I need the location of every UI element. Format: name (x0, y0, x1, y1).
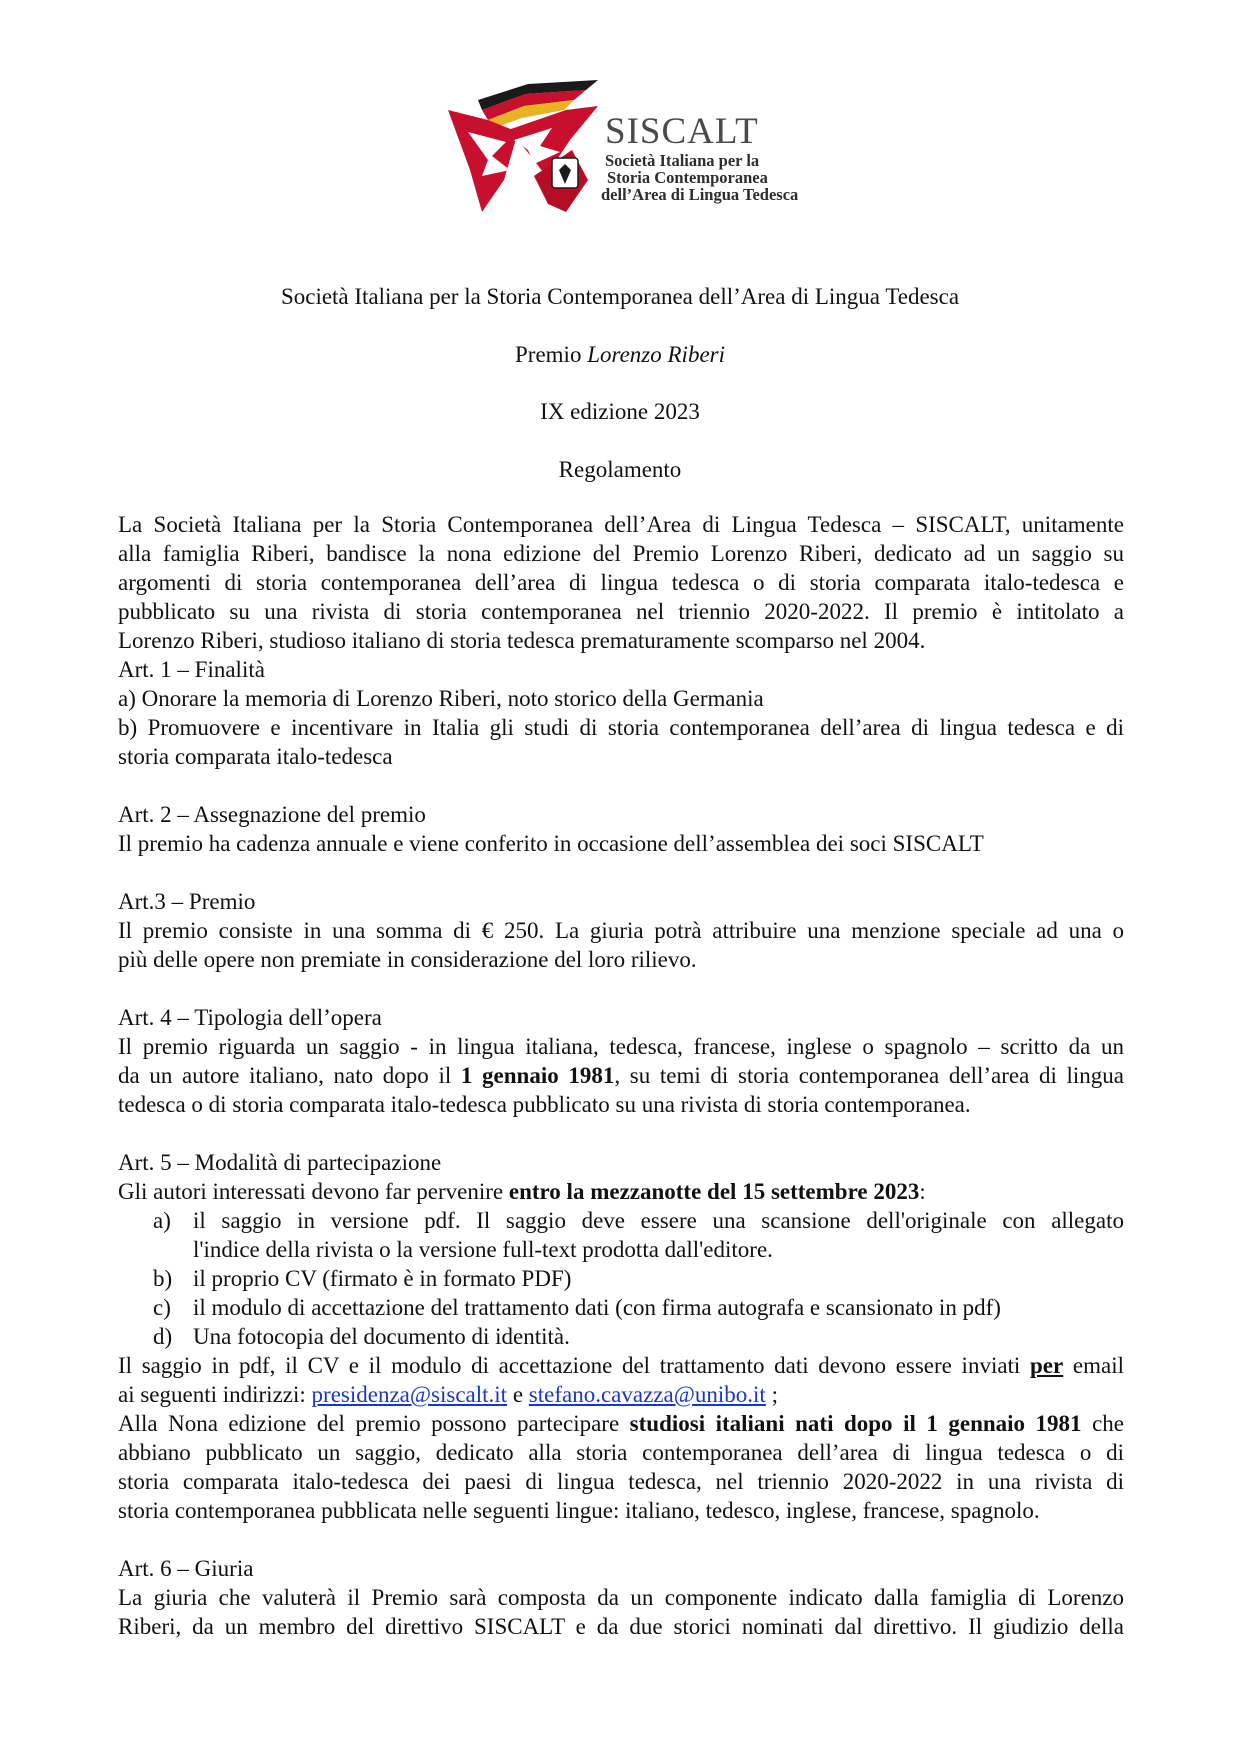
art2-section (118, 800, 1124, 858)
art5-send-line (118, 1351, 1124, 1380)
list-item-line1: Una fotocopia del documento di identità. (193, 1324, 570, 1349)
art5-eligibility-line4: storia contemporanea pubblicata nelle seguenti lingue: italiano, tedesco, inglese, francese, spagnolo. (118, 1498, 1040, 1523)
art4-line2-text: da un autore italiano, nato dopo il (118, 1063, 461, 1088)
intro-line: La Società Italiana per la Storia Contemporanea dell’Area di Lingua Tedesca – SISCALT, unitamente (118, 512, 1124, 537)
intro-line: Lorenzo Riberi, studioso italiano di storia tedesca prematuramente scomparso nel 2004. (118, 628, 926, 653)
prize-name: Lorenzo Riberi (587, 342, 725, 367)
art5-addresses-prefix: ai seguenti indirizzi: (118, 1382, 312, 1407)
art5-send-text-end: email (1063, 1353, 1124, 1378)
list-item (118, 1293, 1124, 1322)
art4-section (118, 1003, 1124, 1119)
art5-email-joiner: e (507, 1382, 529, 1407)
art6-section (118, 1554, 1124, 1641)
list-item-line1: il modulo di accettazione del trattamento dati (con firma autografa e scansionato in pdf) (193, 1295, 1001, 1320)
art1-title: Art. 1 – Finalità (118, 657, 265, 682)
art5-deadline-colon: : (919, 1179, 926, 1204)
art3-line1: Il premio consiste in una somma di € 250. La giuria potrà attribuire una menzione speciale ad una o (118, 918, 1124, 943)
art4-title: Art. 4 – Tipologia dell’opera (118, 1005, 382, 1030)
siscalt-emblem-icon (448, 80, 608, 220)
siscalt-logo (448, 80, 799, 220)
art5-send-bold: per (1030, 1353, 1064, 1378)
regulation-body (118, 510, 1124, 1641)
art3-title: Art.3 – Premio (118, 889, 256, 914)
art6-title: Art. 6 – Giuria (118, 1556, 254, 1581)
art1-item-b-line2: storia comparata italo-tedesca (118, 744, 393, 769)
art5-deadline-bold: entro la mezzanotte del 15 settembre 2023 (508, 1179, 920, 1204)
art5-title: Art. 5 – Modalità di partecipazione (118, 1150, 442, 1175)
art5-eligibility-line2: abbiano pubblicato un saggio, dedicato alla storia contemporanea dell’area di lingua tedesca o di (118, 1440, 1124, 1465)
intro-line: argomenti di storia contemporanea dell’area di lingua tedesca o di storia comparata italo-tedesca e (118, 570, 1124, 595)
list-item (118, 1206, 1124, 1264)
art1-item-a: a) Onorare la memoria di Lorenzo Riberi, noto storico della Germania (118, 686, 764, 711)
art2-text: Il premio ha cadenza annuale e viene conferito in occasione dell’assemblea dei soci SISCALT (118, 831, 984, 856)
list-marker: b) (153, 1266, 173, 1291)
art4-line1: Il premio riguarda un saggio - in lingua italiana, tedesca, francese, inglese o spagnolo – scritto da un (118, 1034, 1124, 1059)
prize-prefix: Premio (515, 342, 588, 367)
art4-line3: tedesca o di storia comparata italo-tedesca pubblicato su una rivista di storia contemporanea. (118, 1092, 971, 1117)
art5-send-text: Il saggio in pdf, il CV e il modulo di accettazione del trattamento dati devono essere inviati (118, 1353, 1030, 1378)
logo-subtitle-line-2: Storia Contemporanea (607, 168, 768, 187)
logo-subtitle-line-1: Società Italiana per la (605, 151, 760, 170)
art5-elig-text-end: che (1081, 1411, 1124, 1436)
list-item-line2: l'indice della rivista o la versione full-text prodotta dall'editore. (193, 1237, 773, 1262)
art5-addresses-suffix: ; (765, 1382, 778, 1407)
list-item (118, 1264, 1124, 1293)
art3-section (118, 887, 1124, 974)
intro-line: pubblicato su una rivista di storia contemporanea nel triennio 2020-2022. Il premio è intitolato a (118, 599, 1124, 624)
intro-line: alla famiglia Riberi, bandisce la nona edizione del Premio Lorenzo Riberi, dedicato ad un saggio su (118, 541, 1124, 566)
art6-line1: La giuria che valuterà il Premio sarà composta da un componente indicato dalla famiglia di Lorenzo (118, 1585, 1124, 1610)
logo-subtitle-line-3: dell’Area di Lingua Tedesca (601, 185, 799, 204)
edition-heading: IX edizione 2023 (540, 399, 700, 424)
list-marker: a) (153, 1208, 171, 1233)
art5-eligibility-line3: storia comparata italo-tedesca dei paesi di lingua tedesca, nel triennio 2020-2022 in una rivista di (118, 1469, 1124, 1494)
art5-deadline-text: Gli autori interessati devono far pervenire (118, 1179, 509, 1204)
art1-section (118, 655, 1124, 771)
email-link-cavazza[interactable]: stefano.cavazza@unibo.it (528, 1382, 766, 1407)
rules-heading: Regolamento (558, 457, 682, 482)
art5-eligibility-line1 (118, 1409, 1124, 1438)
list-marker: c) (153, 1295, 171, 1320)
society-heading: Società Italiana per la Storia Contemporanea dell’Area di Lingua Tedesca (280, 284, 960, 309)
art5-deadline (118, 1177, 1124, 1206)
list-item (118, 1322, 1124, 1351)
art3-line2: più delle opere non premiate in considerazione del loro rilievo. (118, 947, 697, 972)
art5-elig-bold: studiosi italiani nati dopo il 1 gennaio 1981 (629, 1411, 1082, 1436)
logo-name: SISCALT (605, 111, 759, 152)
email-link-presidenza[interactable]: presidenza@siscalt.it (311, 1382, 508, 1407)
art4-line2 (118, 1061, 1124, 1090)
art6-line2: Riberi, da un membro del direttivo SISCALT e da due storici nominati dal direttivo. Il giudizio della (118, 1614, 1124, 1639)
art5-elig-text: Alla Nona edizione del premio possono partecipare (118, 1411, 630, 1436)
art4-birthdate-bold: 1 gennaio 1981 (460, 1063, 615, 1088)
intro-paragraph (118, 510, 1124, 655)
art5-addresses-line (118, 1380, 1124, 1409)
art2-title: Art. 2 – Assegnazione del premio (118, 802, 426, 827)
list-marker: d) (153, 1324, 173, 1349)
art5-section (118, 1148, 1124, 1525)
list-item-line1: il proprio CV (firmato è in formato PDF) (193, 1266, 572, 1291)
art1-item-b-line1: b) Promuovere e incentivare in Italia gli studi di storia contemporanea dell’area di lingua tedesca e di (118, 715, 1124, 740)
prize-heading (0, 340, 1240, 369)
list-item-line1: il saggio in versione pdf. Il saggio deve essere una scansione dell'originale con allegato (193, 1208, 1124, 1233)
art4-line2-text-end: , su temi di storia contemporanea dell’area di lingua (614, 1063, 1124, 1088)
art5-requirements-list (118, 1206, 1124, 1351)
